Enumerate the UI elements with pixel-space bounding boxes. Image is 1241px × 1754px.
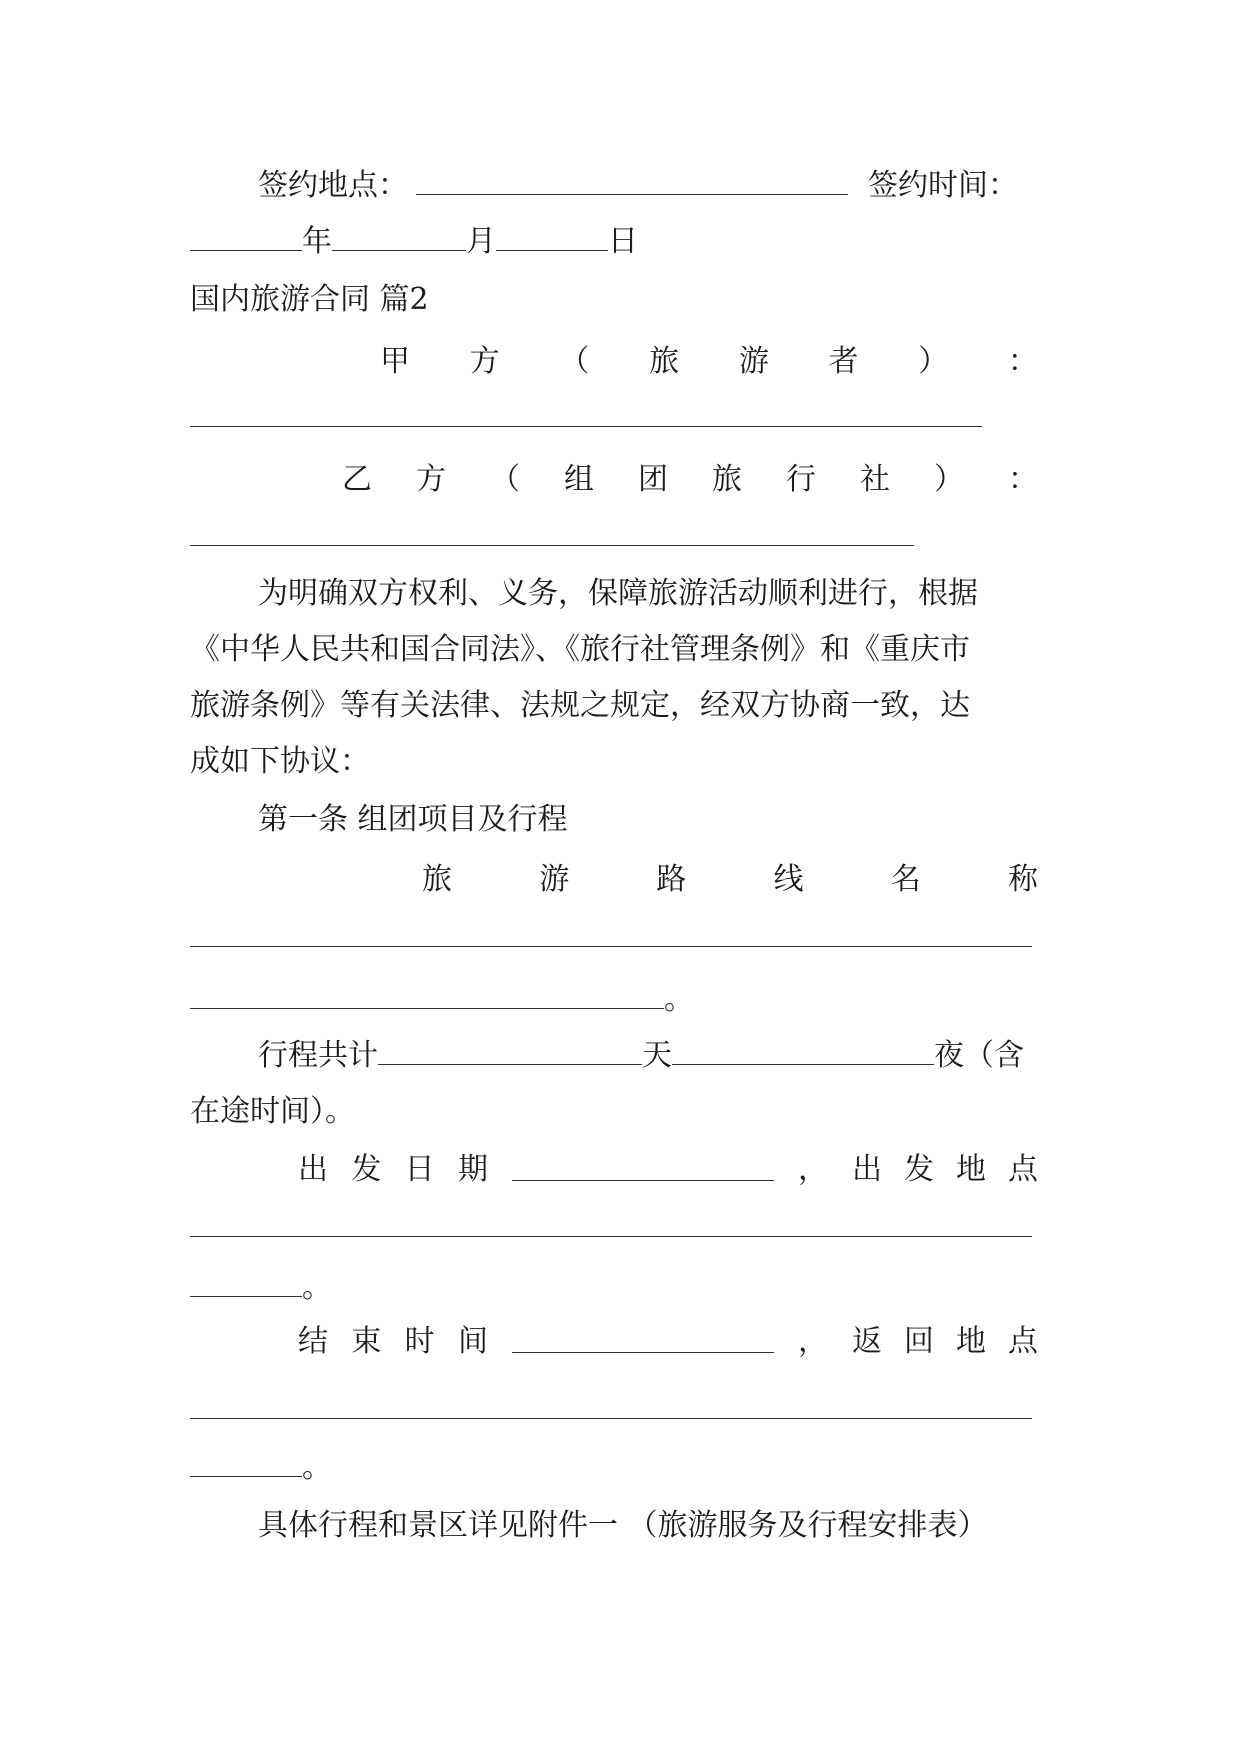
depart-place-char: 地 xyxy=(956,1152,986,1187)
depart-place-char: 出 xyxy=(852,1152,882,1187)
party-a-char: ） xyxy=(918,344,949,379)
end-time-label xyxy=(298,1322,488,1362)
year-blank[interactable] xyxy=(190,222,302,251)
itinerary-detail-note: 具体行程和景区详见附件一 （旅游服务及行程安排表） xyxy=(258,1508,988,1543)
day-blank[interactable] xyxy=(496,222,608,251)
party-a-blank[interactable] xyxy=(190,426,982,427)
signing-place-blank[interactable] xyxy=(416,166,848,195)
party-a-char: 者 xyxy=(828,344,859,379)
days-label: 天 xyxy=(642,1038,672,1073)
return-place-char: 返 xyxy=(852,1324,882,1359)
return-place-char: 回 xyxy=(904,1324,934,1359)
party-b-char: ： xyxy=(1008,462,1038,497)
party-a-char: 旅 xyxy=(649,344,680,379)
end-time-char: 时 xyxy=(404,1324,435,1359)
party-b-char: 旅 xyxy=(712,462,742,497)
route-label-char: 线 xyxy=(773,862,804,897)
signing-time-label: 签约时间： xyxy=(868,168,1018,203)
intro-line-3: 旅游条例》等有关法律、法规之规定，经双方协商一致，达 xyxy=(190,688,970,723)
depart-date-char: 日 xyxy=(404,1152,435,1187)
route-name-line-2 xyxy=(190,980,694,1020)
route-label-char: 称 xyxy=(1007,862,1038,897)
party-b-char: 社 xyxy=(860,462,890,497)
depart-place-blank-2[interactable] xyxy=(190,1268,302,1297)
depart-comma: ， xyxy=(798,1152,828,1187)
party-b-label xyxy=(342,460,1038,500)
party-a-char: （ xyxy=(559,344,590,379)
route-label-char: 旅 xyxy=(422,862,452,897)
party-b-char: 团 xyxy=(638,462,668,497)
days-blank[interactable] xyxy=(378,1036,642,1065)
return-place-line-2 xyxy=(190,1448,332,1488)
nights-blank[interactable] xyxy=(672,1036,934,1065)
month-label: 月 xyxy=(466,224,496,259)
nights-label: 夜（含 xyxy=(934,1038,1024,1073)
return-place-blank-2[interactable] xyxy=(190,1448,302,1477)
return-place-label xyxy=(852,1322,1038,1362)
route-name-label xyxy=(422,860,1038,900)
party-a-char: 甲 xyxy=(380,344,410,379)
party-a-char: ： xyxy=(1007,344,1038,379)
trip-length-line-2: 在途时间）。 xyxy=(190,1094,355,1129)
intro-line-4: 成如下协议： xyxy=(190,744,370,779)
route-label-char: 游 xyxy=(539,862,570,897)
return-place-char: 点 xyxy=(1008,1324,1038,1359)
depart-date-char: 发 xyxy=(351,1152,382,1187)
party-b-char: 行 xyxy=(786,462,816,497)
end-comma: ， xyxy=(798,1324,828,1359)
party-a-label xyxy=(380,342,1038,382)
trip-length-line xyxy=(258,1036,1024,1076)
route-label-char: 名 xyxy=(890,862,921,897)
party-b-char: （ xyxy=(490,462,520,497)
signing-place-label: 签约地点： xyxy=(258,168,408,203)
intro-line-2: 《中华人民共和国合同法》、《旅行社管理条例》和《重庆市 xyxy=(190,632,970,667)
signing-line xyxy=(258,166,1018,206)
party-a-char: 游 xyxy=(738,344,769,379)
party-b-char: ） xyxy=(934,462,964,497)
end-time-char: 结 xyxy=(298,1324,328,1359)
depart-place-blank[interactable] xyxy=(190,1236,1032,1237)
depart-date-char: 出 xyxy=(298,1152,328,1187)
period: 。 xyxy=(302,1270,332,1305)
route-label-char: 路 xyxy=(656,862,687,897)
party-b-char: 方 xyxy=(416,462,446,497)
end-time-char: 间 xyxy=(457,1324,488,1359)
depart-place-line-2 xyxy=(190,1268,332,1308)
depart-place-label xyxy=(852,1150,1038,1190)
year-label: 年 xyxy=(302,224,332,259)
depart-place-char: 发 xyxy=(904,1152,934,1187)
party-b-char: 乙 xyxy=(342,462,372,497)
depart-place-char: 点 xyxy=(1008,1152,1038,1187)
period: 。 xyxy=(302,1450,332,1485)
end-time-blank[interactable] xyxy=(512,1352,774,1353)
signing-date-line xyxy=(190,222,638,262)
depart-date-blank[interactable] xyxy=(512,1180,774,1181)
article-1-title: 第一条 组团项目及行程 xyxy=(258,802,568,837)
party-b-char: 组 xyxy=(564,462,594,497)
period: 。 xyxy=(664,982,694,1017)
day-label: 日 xyxy=(608,224,638,259)
return-place-char: 地 xyxy=(956,1324,986,1359)
return-place-blank[interactable] xyxy=(190,1418,1032,1419)
month-blank[interactable] xyxy=(332,222,466,251)
party-b-blank[interactable] xyxy=(190,545,914,546)
party-a-char: 方 xyxy=(469,344,500,379)
section-title: 国内旅游合同 篇2 xyxy=(190,282,429,317)
intro-line-1: 为明确双方权利、义务，保障旅游活动顺利进行，根据 xyxy=(258,576,978,611)
depart-date-char: 期 xyxy=(457,1152,488,1187)
trip-length-prefix: 行程共计 xyxy=(258,1038,378,1073)
route-name-blank-2[interactable] xyxy=(190,980,664,1009)
route-name-blank[interactable] xyxy=(190,946,1032,947)
depart-date-label xyxy=(298,1150,488,1190)
end-time-char: 束 xyxy=(351,1324,382,1359)
